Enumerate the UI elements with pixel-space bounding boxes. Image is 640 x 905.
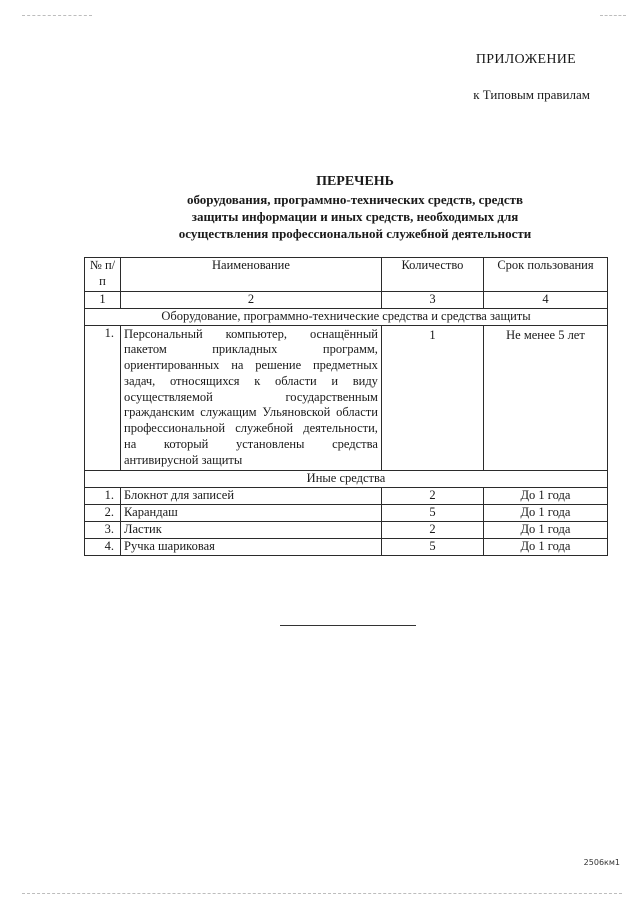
row-qty: 1 xyxy=(381,325,483,470)
header-name: Наименование xyxy=(121,258,382,292)
row-num: 4. xyxy=(85,538,121,555)
table-row xyxy=(85,487,608,504)
column-number-row xyxy=(85,292,608,309)
row-num: 1. xyxy=(85,487,121,504)
list-heading: ПЕРЕЧЕНЬ xyxy=(316,174,394,189)
appendix-title: ПРИЛОЖЕНИЕ xyxy=(475,52,576,67)
table-row xyxy=(85,538,608,555)
row-num: 3. xyxy=(85,521,121,538)
row-term: Не менее 5 лет xyxy=(483,325,607,470)
row-term: До 1 года xyxy=(483,487,607,504)
row-term: До 1 года xyxy=(483,538,607,555)
column-number: 1 xyxy=(85,292,121,309)
list-heading-line-3: защиты информации и иных средств, необходимых для xyxy=(191,209,519,224)
edge-mark-bottom xyxy=(22,893,622,894)
row-qty: 2 xyxy=(381,487,483,504)
edge-mark-top-right xyxy=(600,15,626,16)
row-name: Блокнот для записей xyxy=(121,487,382,504)
closing-rule xyxy=(280,625,416,626)
column-number: 3 xyxy=(381,292,483,309)
row-name: Карандаш xyxy=(121,504,382,521)
header-qty: Количество xyxy=(381,258,483,292)
section-title: Оборудование, программно-технические средства и средства защиты xyxy=(85,308,608,325)
column-number: 4 xyxy=(483,292,607,309)
row-qty: 5 xyxy=(381,504,483,521)
row-name: Ручка шариковая xyxy=(121,538,382,555)
header-term: Срок пользования xyxy=(483,258,607,292)
row-term: До 1 года xyxy=(483,504,607,521)
table-row xyxy=(85,521,608,538)
section-row xyxy=(85,308,608,325)
list-heading-line-4: осуществления профессиональной служебной деятельности xyxy=(178,226,532,241)
appendix-subtitle: к Типовым правилам xyxy=(473,87,590,102)
equipment-table xyxy=(84,257,608,556)
row-qty: 5 xyxy=(381,538,483,555)
table-row xyxy=(85,504,608,521)
document-code: 2506км1 xyxy=(583,858,620,867)
table-header-row xyxy=(85,258,608,292)
row-num: 2. xyxy=(85,504,121,521)
row-num: 1. xyxy=(85,325,121,470)
table-row xyxy=(85,325,608,470)
row-name: Ластик xyxy=(121,521,382,538)
row-qty: 2 xyxy=(381,521,483,538)
section-title: Иные средства xyxy=(85,470,608,487)
list-heading-line-2: оборудования, программно-технических средств, средств xyxy=(186,192,524,207)
column-number: 2 xyxy=(121,292,382,309)
row-name: Персональный компьютер, оснащённый пакетом прикладных программ, ориентированных на решение предметных задач, относящихся к области и виду осуществляемой государственным гражданским служащим Ульяновской области профессиональной служебной деятельности, на который установлены средства антивирусной защиты xyxy=(121,325,382,470)
section-row xyxy=(85,470,608,487)
header-num: № п/п xyxy=(85,258,121,292)
edge-mark-top-left xyxy=(22,15,92,16)
row-term: До 1 года xyxy=(483,521,607,538)
